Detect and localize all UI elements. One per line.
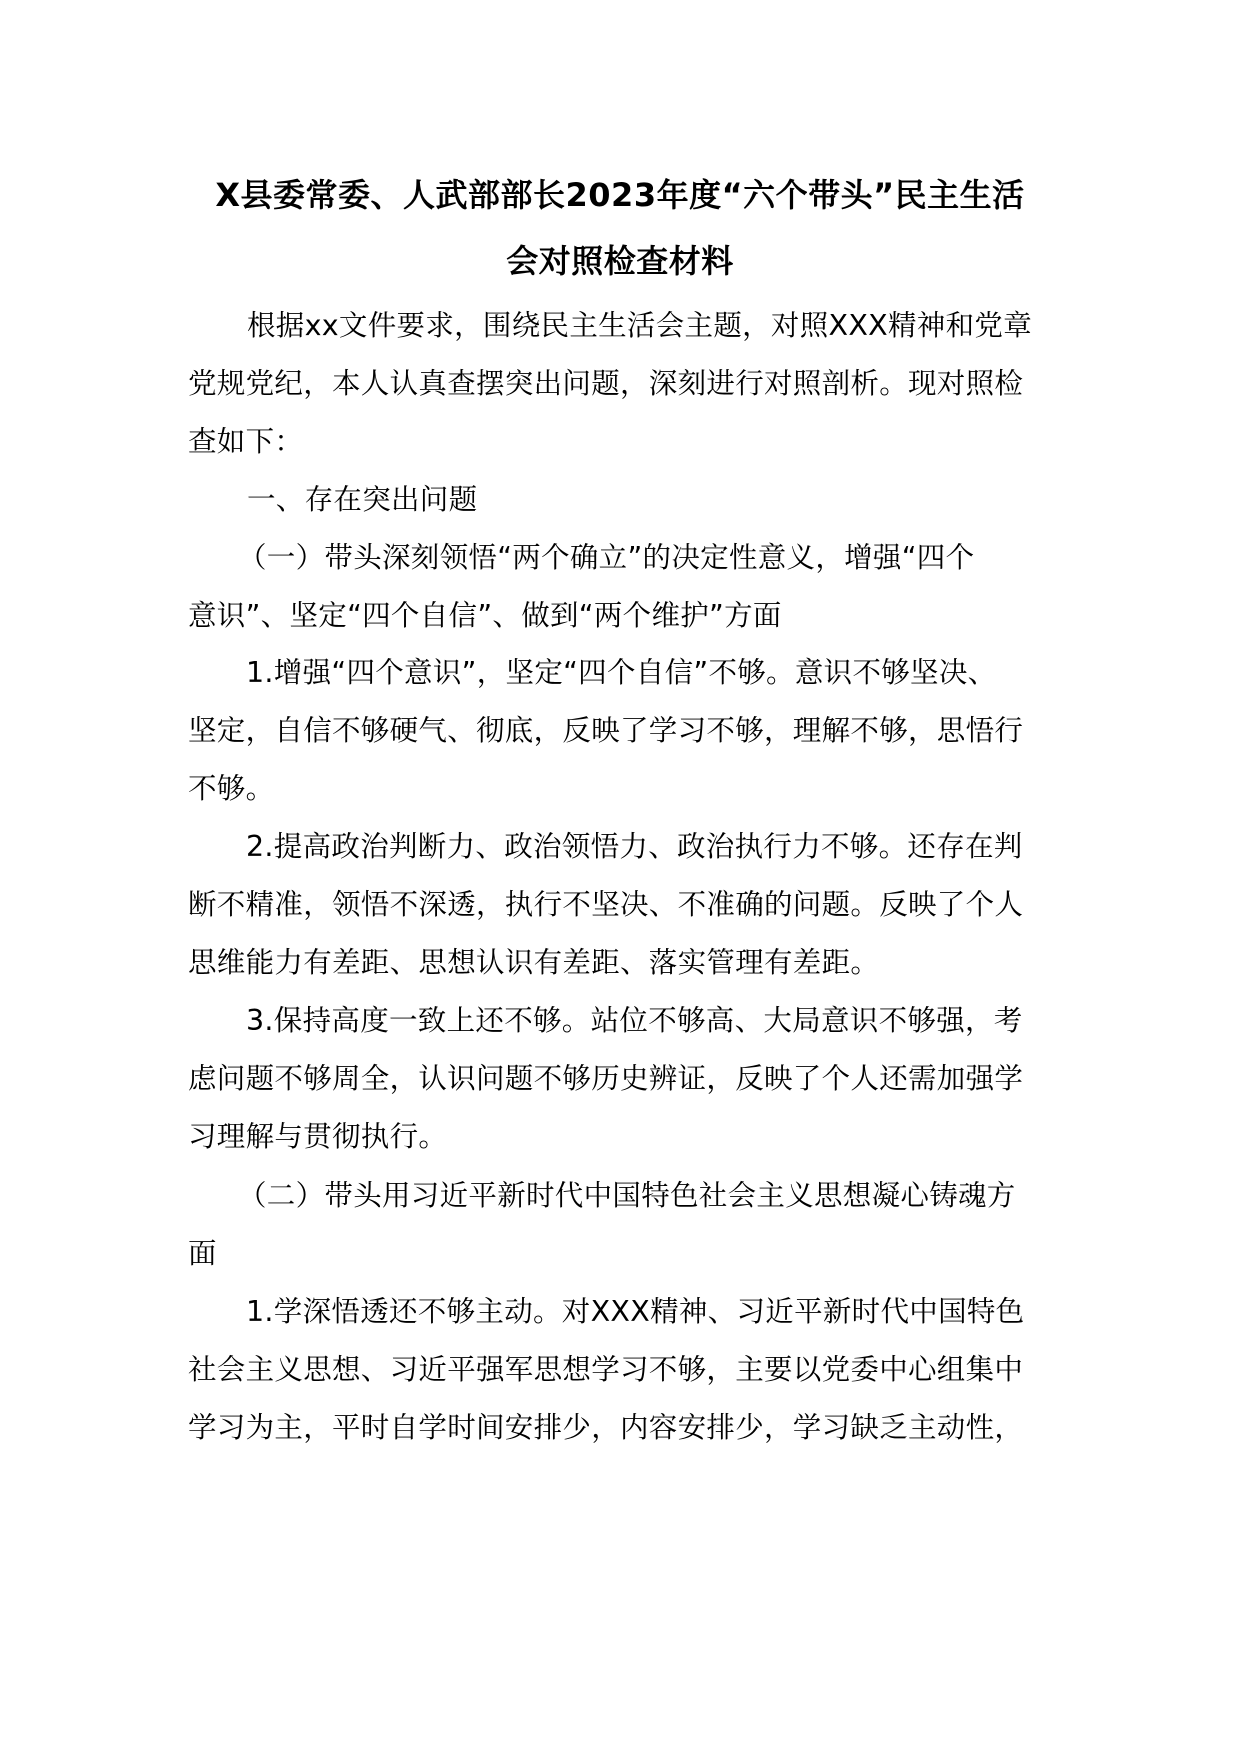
item-2-1-line-3: 学习为主，平时自学时间安排少，内容安排少，学习缺乏主动性， (188, 1411, 1024, 1444)
section-heading-1: 一、存在突出问题 (247, 483, 478, 516)
document-title-line-2: 会对照检查材料 (506, 242, 734, 280)
subsection-heading-2-line-2: 面 (188, 1237, 217, 1270)
item-1-3-line-1: 3.保持高度一致上还不够。站位不够高、大局意识不够强，考 (246, 1004, 1023, 1037)
item-1-3-line-3: 习理解与贯彻执行。 (188, 1120, 448, 1153)
item-1-2-line-2: 断不精准，领悟不深透，执行不坚决、不准确的问题。反映了个人 (188, 888, 1024, 921)
document-title-line-1: X县委常委、人武部部长2023年度“六个带头”民主生活 (215, 176, 1025, 214)
item-2-1-line-2: 社会主义思想、习近平强军思想学习不够，主要以党委中心组集中 (188, 1353, 1024, 1386)
item-2-1-line-1: 1.学深悟透还不够主动。对XXX精神、习近平新时代中国特色 (246, 1295, 1025, 1328)
item-1-2-line-1: 2.提高政治判断力、政治领悟力、政治执行力不够。还存在判 (246, 830, 1023, 863)
subsection-heading-2-line-1: （二）带头用习近平新时代中国特色社会主义思想凝心铸魂方 (238, 1179, 1016, 1212)
paragraph-intro-line-2: 党规党纪，本人认真查摆突出问题，深刻进行对照剖析。现对照检 (188, 367, 1024, 400)
item-1-3-line-2: 虑问题不够周全，认识问题不够历史辨证，反映了个人还需加强学 (188, 1062, 1024, 1095)
paragraph-intro-line-3: 查如下： (188, 425, 304, 458)
item-1-1-line-1: 1.增强“四个意识”，坚定“四个自信”不够。意识不够坚决、 (246, 656, 997, 689)
item-1-2-line-3: 思维能力有差距、思想认识有差距、落实管理有差距。 (188, 946, 880, 979)
paragraph-intro-line-1: 根据xx文件要求，围绕民主生活会主题，对照XXX精神和党章 (247, 309, 1033, 342)
item-1-1-line-3: 不够。 (188, 772, 275, 805)
item-1-1-line-2: 坚定，自信不够硬气、彻底，反映了学习不够，理解不够，思悟行 (188, 714, 1024, 747)
subsection-heading-1-line-2: 意识”、坚定“四个自信”、做到“两个维护”方面 (188, 599, 782, 632)
subsection-heading-1-line-1: （一）带头深刻领悟“两个确立”的决定性意义，增强“四个 (238, 541, 975, 574)
